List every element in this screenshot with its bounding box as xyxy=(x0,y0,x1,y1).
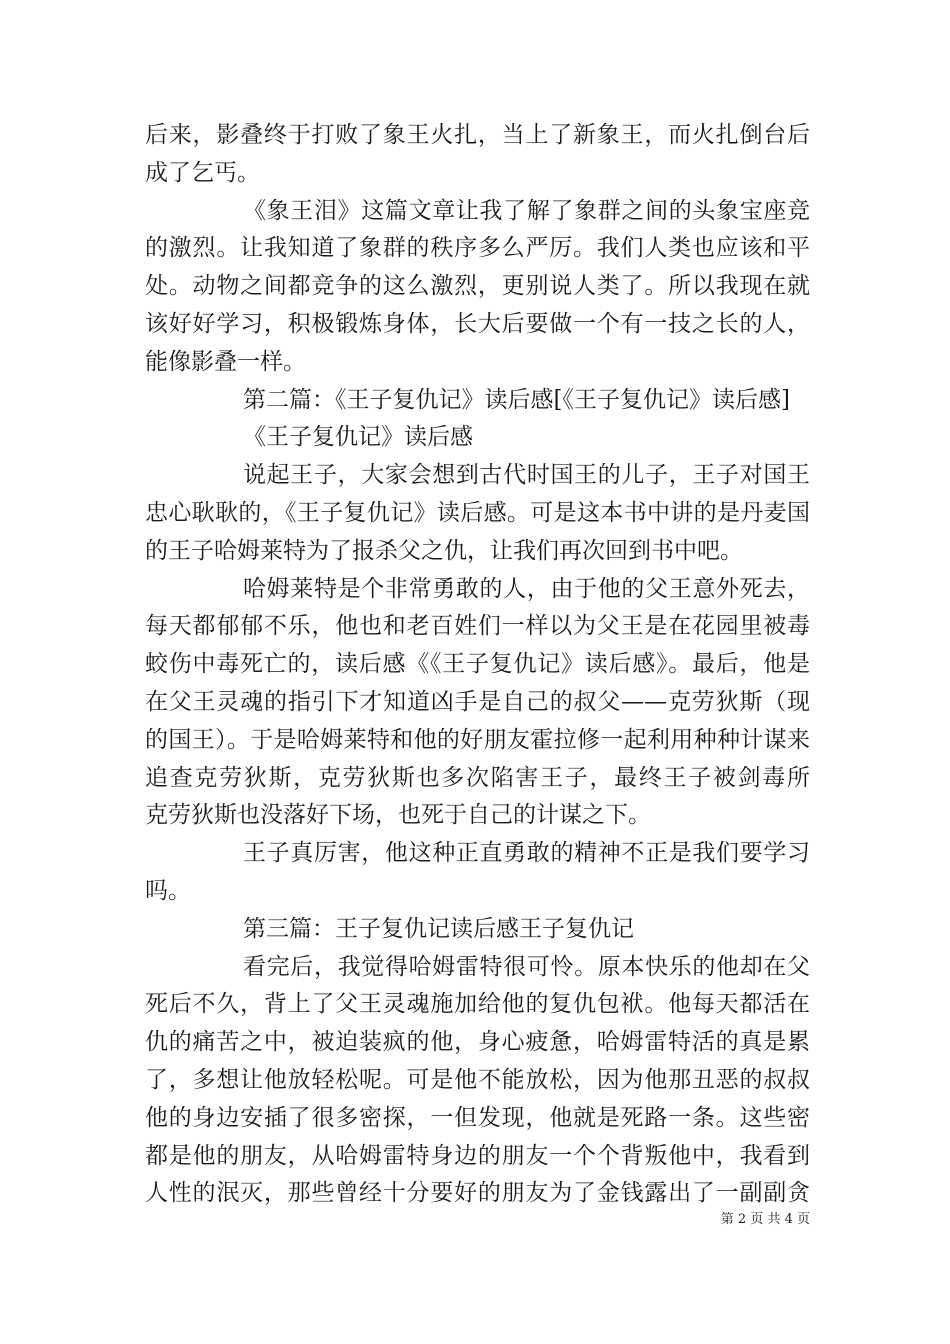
text-line: 都是他的朋友，从哈姆雷特身边的朋友一个个背叛他中，我看到 xyxy=(145,1142,810,1169)
text-line: 成了乞丐。 xyxy=(145,159,260,186)
text-line: 忠心耿耿的，《王子复仇记》读后感。可是这本书中讲的是丹麦国 xyxy=(145,499,810,526)
text-line: 他的身边安插了很多密探，一但发现，他就是死路一条。这些密 xyxy=(145,1104,810,1131)
text-line: 王子真厉害，他这种正直勇敢的精神不正是我们要学习 xyxy=(243,840,810,867)
text-line: 每天都郁郁不乐，他也和老百姓们一样以为父王是在花园里被毒 xyxy=(145,613,810,640)
text-line: 能像影叠一样。 xyxy=(145,348,306,375)
text-line: 的国王）。于是哈姆莱特和他的好朋友霍拉修一起利用种种计谋来 xyxy=(145,726,810,753)
text-line: 克劳狄斯也没落好下场，也死于自己的计谋之下。 xyxy=(145,802,651,829)
text-line: 在父王灵魂的指引下才知道凶手是自己的叔父——克劳狄斯（现 xyxy=(145,688,810,715)
text-line: 《王子复仇记》读后感 xyxy=(243,424,473,451)
text-line: 蛟伤中毒死亡的，读后感《《王子复仇记》读后感》。最后，他是 xyxy=(145,651,810,678)
text-line: 人性的泯灭，那些曾经十分要好的朋友为了金钱露出了一副副贪 xyxy=(145,1180,810,1207)
text-line: 追查克劳狄斯，克劳狄斯也多次陷害王子，最终王子被剑毒所 xyxy=(145,764,810,791)
text-line: 第二篇：《王子复仇记》读后感[《王子复仇记》读后感] xyxy=(243,386,790,413)
text-line: 了，多想让他放轻松呢。可是他不能放松，因为他那丑恶的叔叔 xyxy=(145,1066,810,1093)
text-line: 《象王泪》这篇文章让我了解了象群之间的头象宝座竞 xyxy=(243,197,810,224)
text-line: 的王子哈姆莱特为了报杀父之仇，让我们再次回到书中吧。 xyxy=(145,537,743,564)
text-line: 说起王子，大家会想到古代时国王的儿子，王子对国王 xyxy=(243,462,810,489)
text-line: 哈姆莱特是个非常勇敢的人，由于他的父王意外死去， xyxy=(243,575,810,602)
page-footer: 第 2 页 共 4 页 xyxy=(720,1212,810,1227)
text-line: 吗。 xyxy=(145,877,191,904)
text-line: 处。动物之间都竞争的这么激烈，更别说人类了。所以我现在就 xyxy=(145,273,810,300)
text-line: 死后不久，背上了父王灵魂施加给他的复仇包袱。他每天都活在 xyxy=(145,991,810,1018)
text-line: 后来，影叠终于打败了象王火扎，当上了新象王，而火扎倒台后 xyxy=(145,122,810,148)
text-line: 仇的痛苦之中，被迫装疯的他，身心疲惫，哈姆雷特活的真是累 xyxy=(145,1029,810,1056)
text-line: 的激烈。让我知道了象群的秩序多么严厉。我们人类也应该和平 xyxy=(145,235,810,262)
text-line: 该好好学习，积极锻炼身体，长大后要做一个有一技之长的人， xyxy=(145,310,810,337)
text-line: 第三篇：王子复仇记读后感王子复仇记 xyxy=(243,915,634,942)
document-body xyxy=(145,117,810,1213)
text-line: 看完后，我觉得哈姆雷特很可怜。原本快乐的他却在父 xyxy=(243,953,810,980)
